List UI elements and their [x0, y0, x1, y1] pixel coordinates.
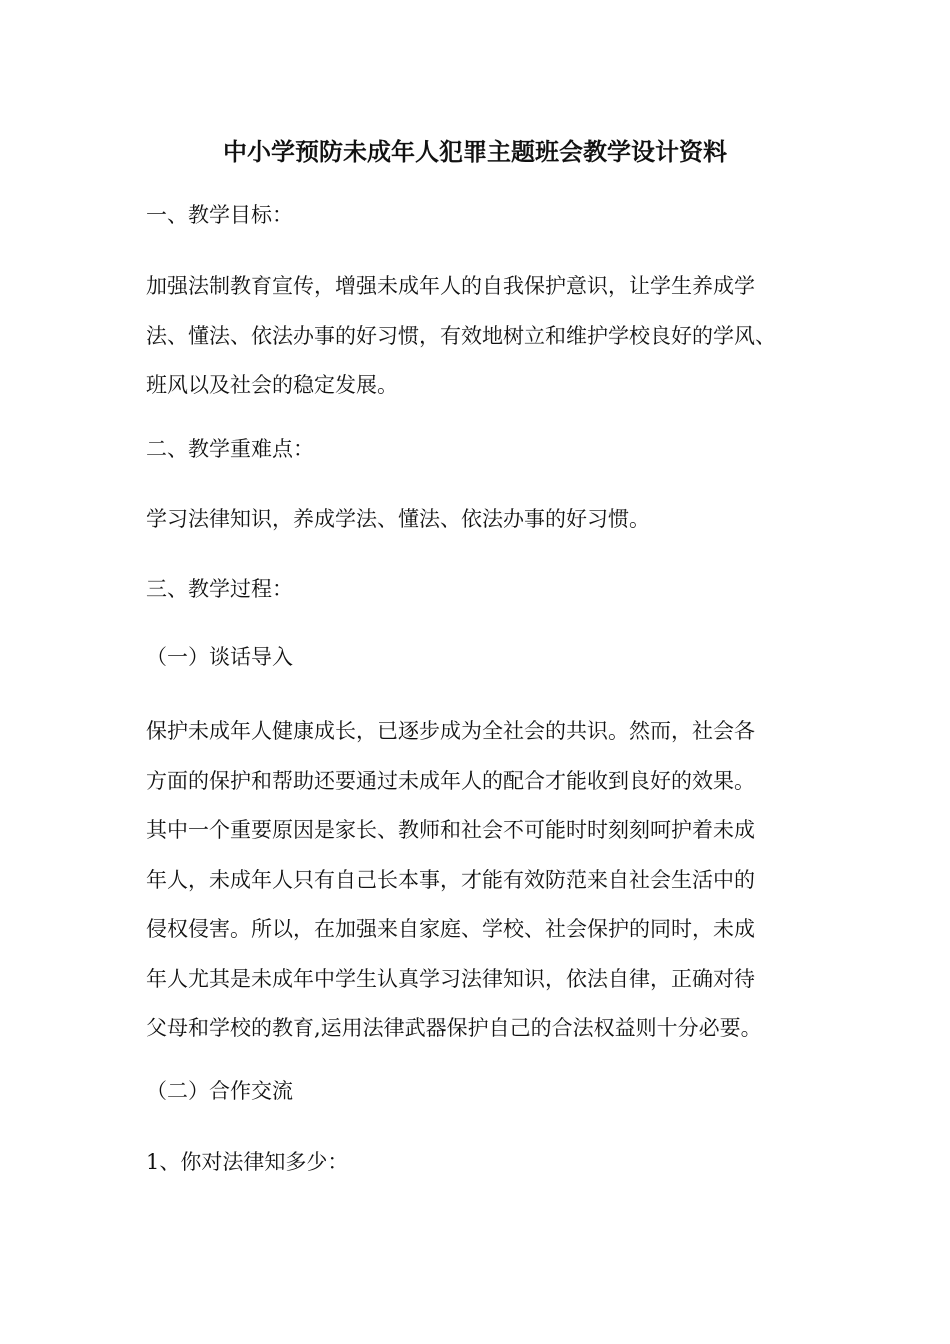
- paragraph-line: 父母和学校的教育,运用法律武器保护自己的合法权益则十分必要。: [146, 1016, 762, 1040]
- section-heading-key-points: 二、教学重难点：: [146, 437, 314, 461]
- paragraph-line: 加强法制教育宣传，增强未成年人的自我保护意识，让学生养成学: [146, 274, 755, 298]
- subsection-heading-cooperation: （二）合作交流: [146, 1079, 293, 1103]
- paragraph-line: 法、懂法、依法办事的好习惯，有效地树立和维护学校良好的学风、: [146, 323, 776, 348]
- paragraph-line: 其中一个重要原因是家长、教师和社会不可能时时刻刻呵护着未成: [146, 818, 755, 842]
- list-item-1: 1、你对法律知多少：: [146, 1150, 349, 1174]
- document-title: 中小学预防未成年人犯罪主题班会教学设计资料: [223, 137, 727, 166]
- paragraph-line: 方面的保护和帮助还要通过未成年人的配合才能收到良好的效果。: [146, 768, 755, 793]
- paragraph-line: 侵权侵害。所以，在加强来自家庭、学校、社会保护的同时，未成: [146, 917, 755, 941]
- intro-paragraph: [146, 707, 846, 1054]
- key-points-text: 学习法律知识，养成学法、懂法、依法办事的好习惯。: [146, 507, 650, 531]
- paragraph-line: 年人，未成年人只有自己长本事，才能有效防范来自社会生活中的: [146, 867, 755, 892]
- paragraph-line: 年人尤其是未成年中学生认真学习法律知识，依法自律，正确对待: [146, 966, 755, 991]
- paragraph-line: 班风以及社会的稳定发展。: [146, 373, 398, 397]
- section-heading-objectives: 一、教学目标：: [146, 203, 293, 227]
- objectives-paragraph: [146, 262, 846, 411]
- subsection-heading-intro: （一）谈话导入: [146, 645, 293, 669]
- paragraph-line: 保护未成年人健康成长，已逐步成为全社会的共识。然而，社会各: [146, 719, 755, 743]
- section-heading-process: 三、教学过程：: [146, 577, 293, 601]
